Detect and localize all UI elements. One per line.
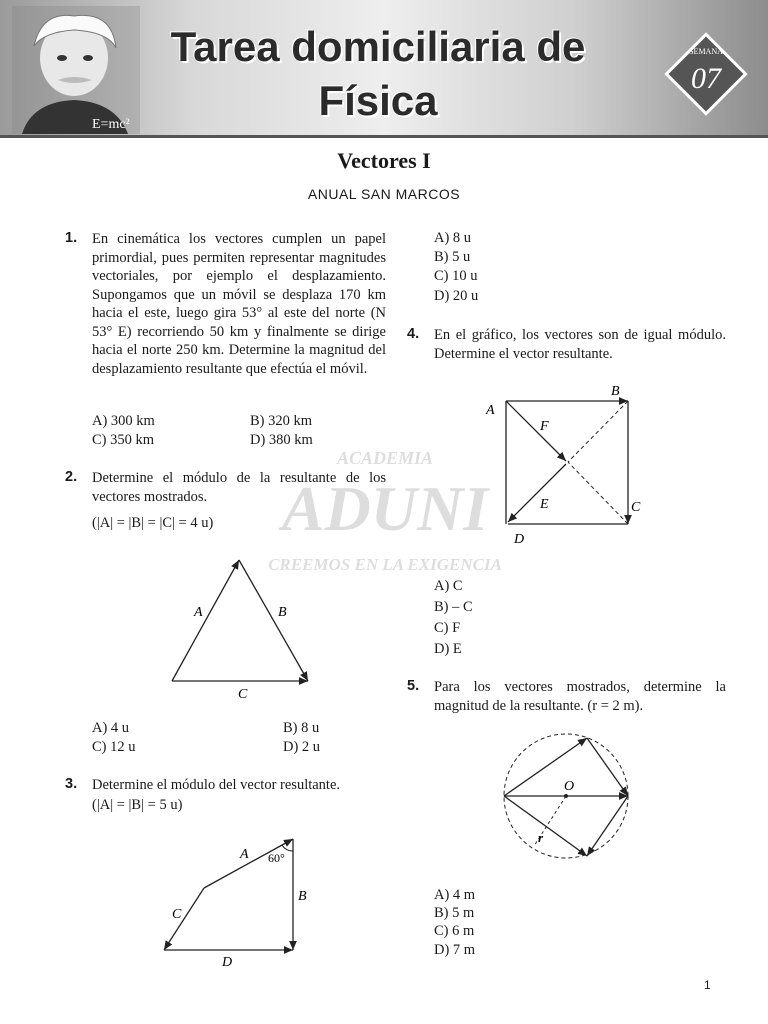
q5-center (564, 794, 568, 798)
q2-label-a: A (194, 605, 203, 620)
q4-option-c[interactable]: C) F (434, 620, 461, 636)
page-number: 1 (704, 978, 711, 992)
q4-diagonal-dashed-2 (568, 462, 628, 524)
q3-diagram (150, 832, 320, 972)
q2-option-d[interactable]: D) 2 u (283, 739, 321, 755)
q4-option-b[interactable]: B) – C (434, 599, 473, 615)
svg-text:CREEMOS EN LA EXIGENCIA: CREEMOS EN LA EXIGENCIA (268, 555, 502, 574)
q4-label-e: E (540, 497, 549, 512)
q3-number: 3. (65, 776, 78, 792)
q5-vector-1 (504, 738, 587, 796)
week-badge (664, 32, 748, 116)
banner-title-line2: Física (318, 77, 438, 124)
q3-option-d[interactable]: D) 20 u (434, 288, 479, 304)
header-banner (0, 0, 768, 138)
q5-option-d[interactable]: D) 7 m (434, 942, 476, 958)
q5-label-o: O (564, 779, 575, 794)
q5-label-r: r (538, 830, 544, 845)
scientist-portrait (12, 6, 140, 134)
q2-vector-b (239, 560, 308, 681)
q2-vector-a (172, 560, 239, 681)
page-subtitle: ANUAL SAN MARCOS (307, 186, 461, 202)
q2-triangle-diagram (160, 552, 320, 702)
q3-angle-label: 60° (268, 851, 285, 865)
q5-text: Para los vectores mostrados, determine la magnitud de la resultante. (r = 2 m). (434, 679, 726, 714)
q3-label-d: D (222, 955, 233, 970)
week-number: 07 (691, 62, 721, 95)
banner-title (158, 20, 598, 128)
q1-option-d[interactable]: D) 380 km (250, 432, 313, 448)
q4-option-d[interactable]: D) E (434, 641, 462, 657)
q4-diagonal-dashed-1 (568, 401, 628, 462)
q2-number: 2. (65, 469, 78, 485)
q5-option-c[interactable]: C) 6 m (434, 923, 475, 939)
q2-option-a[interactable]: A) 4 u (92, 720, 130, 736)
q2-label-c: C (238, 687, 248, 702)
week-label: SEMANA (689, 47, 723, 56)
q5-circle-diagram (494, 724, 639, 869)
q3-option-c[interactable]: C) 10 u (434, 268, 478, 284)
q4-option-a[interactable]: A) C (434, 578, 463, 594)
q5-option-b[interactable]: B) 5 m (434, 905, 475, 921)
q1-text: En cinemática los vectores cumplen un papel primordial, pues permiten representar magnitudes vectoriales, por ejemplo el desplazamiento. Supongamos que un móvil se desplaza 170 km hacia el este, luego gira 53° al este del norte (N 53° E) recorriendo 50 km y finalmente se dirige hacia el norte 250 km. Determine la magnitud del desplazamiento resultante que efectúa el móvil. (92, 231, 386, 377)
q3-option-a[interactable]: A) 8 u (434, 230, 472, 246)
q4-label-c: C (631, 500, 641, 515)
q1-number: 1. (65, 230, 78, 246)
q1-option-a[interactable]: A) 300 km (92, 413, 155, 429)
q2-text: Determine el módulo de la resultante de los vectores mostrados. (92, 470, 386, 505)
svg-text:ADUNI: ADUNI (281, 473, 489, 544)
q3-label-c: C (172, 907, 182, 922)
q4-label-b: B (611, 384, 620, 399)
q5-option-a[interactable]: A) 4 m (434, 887, 476, 903)
q2-label-b: B (278, 605, 287, 620)
q3-vector-c (164, 888, 204, 950)
q4-label-f: F (540, 419, 549, 434)
q4-number: 4. (407, 326, 420, 342)
q3-label-b: B (298, 889, 307, 904)
q5-vector-3 (504, 796, 587, 856)
q3-label-a: A (240, 847, 249, 862)
q4-label-d: D (514, 532, 525, 547)
q4-label-a: A (486, 403, 495, 418)
formula-text: E=mc² (92, 117, 130, 132)
q1-option-b[interactable]: B) 320 km (250, 413, 313, 429)
q4-vector-f (506, 401, 566, 461)
page-title: Vectores I (337, 148, 431, 173)
q2-condition: (|A| = |B| = |C| = 4 u) (92, 515, 214, 531)
q1-option-c[interactable]: C) 350 km (92, 432, 155, 448)
q3-option-b[interactable]: B) 5 u (434, 249, 471, 265)
q3-condition: (|A| = |B| = 5 u) (92, 797, 183, 813)
q5-number: 5. (407, 678, 420, 694)
q4-square-diagram (478, 380, 648, 550)
banner-title-line1: Tarea domiciliaria de (170, 23, 586, 70)
q4-vector-e (508, 464, 566, 522)
q2-option-b[interactable]: B) 8 u (283, 720, 320, 736)
q2-option-c[interactable]: C) 12 u (92, 739, 136, 755)
q4-text: En el gráfico, los vectores son de igual módulo. Determine el vector resultante. (434, 327, 726, 362)
svg-text:ACADEMIA: ACADEMIA (336, 448, 434, 468)
q5-vector-2 (587, 738, 628, 796)
q5-vector-4 (587, 796, 628, 856)
q3-text: Determine el módulo del vector resultante. (92, 777, 341, 793)
